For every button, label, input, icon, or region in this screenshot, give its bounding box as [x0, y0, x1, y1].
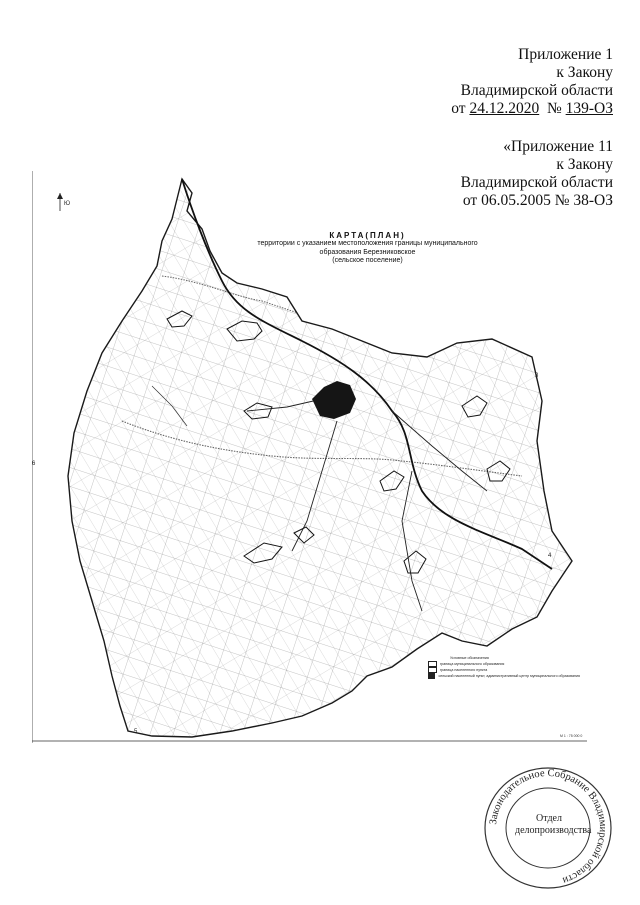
appendix-11-law: к Закону [556, 156, 613, 173]
appendix-11-title: «Приложение 11 [503, 138, 613, 155]
seal-center-text: Отдел делопроизводства [515, 813, 592, 836]
map-subtitle: территории с указанием местоположения границы муниципального [257, 240, 478, 248]
map-scale: М 1 : 75 000 0 [560, 734, 583, 738]
map-subtitle: (сельское поселение) [332, 257, 403, 265]
appendix-1-num-sign: № [546, 100, 562, 117]
map-subtitle: образования Березниковское [319, 248, 416, 256]
map-title-block [235, 232, 500, 266]
appendix-1-region: Владимирской области [460, 82, 613, 99]
appendix-11-date-line: от 06.05.2005 № 38-ОЗ [462, 192, 613, 209]
appendix-1-date-line [451, 100, 613, 118]
north-arrow-icon [57, 193, 70, 211]
boundary-point-label: 5 [134, 729, 138, 735]
appendix-1-from: от [451, 100, 466, 117]
seal-ring-text: Законодательное Собрание Владимирской области [488, 767, 609, 886]
legend-item: сельский населенный пункт, административный центр муниципального образования [428, 673, 580, 679]
appendix-1-law: к Закону [556, 64, 613, 81]
appendix-1-number: 139-ОЗ [565, 100, 613, 117]
legend-item: граница муниципального образования [428, 661, 580, 667]
boundary-point-label: 6 [32, 461, 36, 467]
appendix-1-title: Приложение 1 [518, 46, 613, 63]
appendix-1-header [451, 46, 613, 118]
svg-text:Ю: Ю [64, 201, 71, 207]
map-legend [428, 656, 580, 679]
boundary-point-label: 3 [535, 373, 539, 379]
appendix-1-date: 24.12.2020 [469, 100, 540, 117]
admin-center-swatch-icon [428, 673, 435, 679]
appendix-11-region: Владимирской области [460, 174, 613, 191]
map-title: КАРТА(ПЛАН) [329, 231, 406, 240]
boundary-point-label: 4 [548, 553, 552, 559]
legend-item: граница населенного пункта [428, 667, 580, 673]
legend-title: Условные обозначения [450, 656, 489, 660]
